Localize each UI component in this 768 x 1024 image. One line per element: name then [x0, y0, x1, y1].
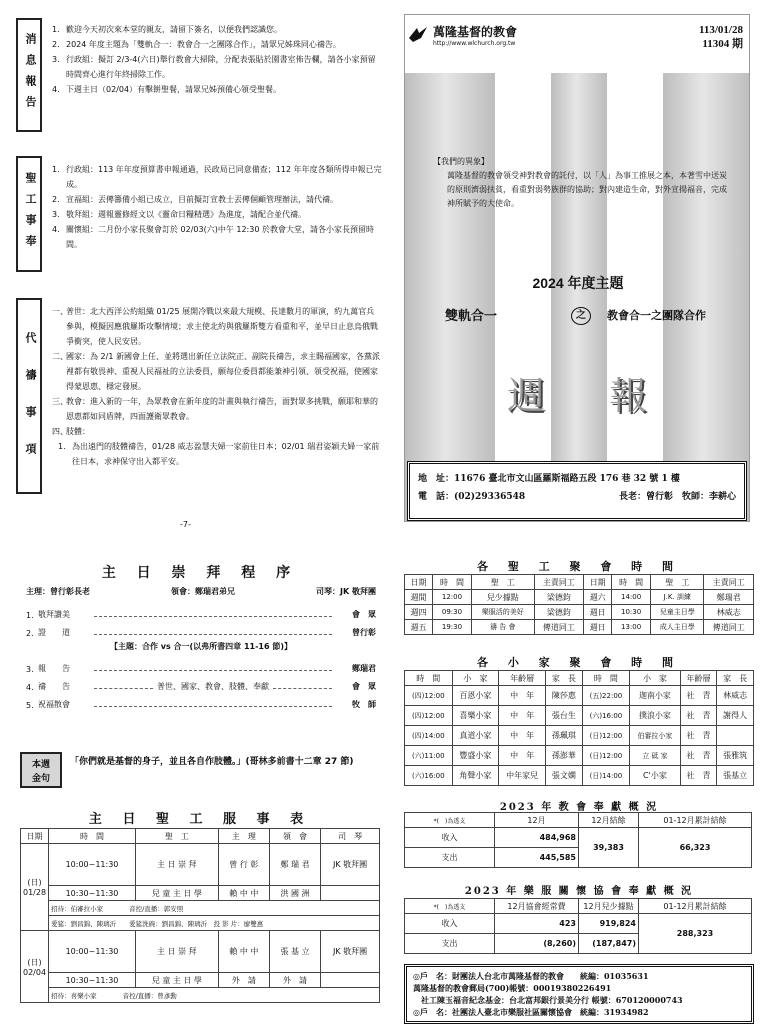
- small_groups-cell: 立 砥 家: [630, 746, 681, 766]
- ministry-item-text: 行政組：113 年年度預算書申報通過，民政局已同意備查；112 年年度各類所得申報已完成。: [66, 165, 382, 189]
- cf-cumulative: 66,323: [639, 828, 752, 868]
- address: 11676 臺北市文山區羅斯福路五段 176 巷 32 號 1 樓: [454, 474, 680, 484]
- ministry_schedule-header-cell: 時 間: [612, 575, 651, 590]
- announcements-tab-label: 消息報告: [24, 33, 37, 117]
- prayer-list: [52, 304, 382, 469]
- small-groups-table: [404, 670, 754, 786]
- service-cell: 10:00~11:30: [49, 844, 136, 886]
- worship-item-person: 會 眾: [352, 610, 376, 619]
- vision-box: [433, 155, 733, 211]
- service-row: [21, 973, 380, 988]
- small_groups-header-cell: 小 家: [630, 671, 681, 686]
- service-cell: 主 日 崇 拜: [135, 931, 218, 973]
- announcements-item-number: 1.: [52, 25, 60, 34]
- small_groups-cell: 林威志: [717, 686, 754, 706]
- pastors: 長老：曾行彰 牧師：李耕心: [618, 492, 736, 502]
- service-cell: 10:00~11:30: [49, 931, 136, 973]
- small_groups-cell: 迦南小家: [630, 686, 681, 706]
- ministry_schedule-header-cell: 日期: [584, 575, 612, 590]
- ministry-item-text: 關懷組：二月份小家長聚會訂於 02/03(六)中午 12:30 於教會大堂，請各小家長預留時間。: [66, 225, 374, 249]
- worship-title: 主 日 崇 拜 程 序: [101, 565, 299, 581]
- small_groups-cell: 喜樂小家: [452, 706, 499, 726]
- announcements-item-number: 2.: [52, 40, 60, 49]
- worship-item-person: 會 眾: [352, 682, 376, 691]
- leader-dots: [94, 634, 332, 635]
- small_groups-cell: 百恩小家: [452, 686, 499, 706]
- leader-dots: [94, 616, 332, 617]
- small_groups-cell: 豐盛小家: [452, 746, 499, 766]
- ministry-item-number: 4.: [52, 225, 60, 234]
- prayer-item: [52, 439, 382, 469]
- service-cell: 洪 國 洲: [269, 886, 320, 901]
- service-row: [21, 844, 380, 886]
- worship-item-name: 證 道: [38, 628, 70, 637]
- announcements-tab: [16, 18, 42, 132]
- announcements-item-text: 行政組：擬訂 2/3-4(六日)舉行教會大掃除，分配表張貼於園書室佈告欄，請各小家預留時間齊心進行年終掃除工作。: [66, 55, 376, 79]
- prayer-item-number: 三、: [52, 397, 68, 406]
- announcements-item: [52, 22, 382, 37]
- announcements-item-text: 歡迎今天初次來本堂的親友，請留下簽名，以便我們認識您。: [66, 25, 282, 34]
- prayer-item-number: 二、: [52, 352, 68, 361]
- worship-item-name: 敬拜讚美: [38, 610, 70, 619]
- service-note: 招待：伯審拉小家 音控/直播：郭安照: [49, 901, 380, 916]
- ministry_schedule-header-cell: 主責同工: [534, 575, 583, 590]
- ministry_schedule-cell: 成人主日學: [651, 620, 704, 635]
- leader-dots: [273, 688, 332, 689]
- ministry_schedule-cell: 14:00: [612, 590, 651, 605]
- ministry_schedule-cell: 10:30: [612, 605, 651, 620]
- caf-income-fee: 423: [495, 914, 579, 934]
- service-header-cell: 聖 工: [135, 829, 218, 844]
- service-cell: 外 請: [218, 973, 269, 988]
- worship-order-item: [26, 620, 376, 638]
- care-finance-table: [404, 898, 752, 954]
- service-cell: 曾 行 彰: [218, 844, 269, 886]
- worship-leader: 領會：鄭瑞君弟兄: [171, 587, 236, 596]
- prayer-tab-label: 代禱事項: [24, 332, 37, 480]
- cf-h3: 01-12月累計結餘: [639, 813, 752, 828]
- ministry-item-number: 1.: [52, 165, 60, 174]
- verse-label: 本週金句: [20, 752, 62, 788]
- ministry_schedule-header-cell: 聖 工: [471, 575, 534, 590]
- ministry_schedule-header-cell: 主責同工: [704, 575, 754, 590]
- small_groups-cell: 中 年: [499, 706, 546, 726]
- small_groups-row: [405, 706, 754, 726]
- announcements-item: [52, 82, 382, 97]
- worship-item-number: 2.: [26, 629, 34, 638]
- service-cell: [321, 973, 380, 988]
- account-line: ◎戶 名：社團法人臺北市樂服社區關懷協會 統編：31934982: [413, 1007, 649, 1017]
- small_groups-header-cell: 時 間: [405, 671, 453, 686]
- service-header-cell: 領 會: [269, 829, 320, 844]
- small_groups-cell: (六)16:00: [582, 706, 630, 726]
- account-line: 社工陳玉福音紀念基金：台北富邦銀行景美分行 帳號：670120000743: [413, 995, 683, 1005]
- announcements-item-text: 下週主日（02/04）有擊餅聖餐，請眾兄姊預備心領受聖餐。: [66, 85, 282, 94]
- ministry-item-number: 3.: [52, 210, 60, 219]
- caf-expense-fee: (8,260): [495, 934, 579, 954]
- ministry_schedule-cell: 禱 告 會: [471, 620, 534, 635]
- ministry_schedule-cell: 梁德鈞: [534, 590, 583, 605]
- church-finance-table: [404, 812, 752, 868]
- service-cell: 主 日 崇 拜: [135, 844, 218, 886]
- small_groups-cell: 真道小家: [452, 726, 499, 746]
- worship-item-number: 3.: [26, 665, 34, 674]
- service-note: 招待：喜樂小家 音控/直播：曾彥勳: [49, 988, 380, 1003]
- small_groups-cell: 社 青: [680, 726, 717, 746]
- worship-order-item: [26, 602, 376, 620]
- service-cell: 張 基 立: [269, 931, 320, 973]
- ministry_schedule-cell: 週四: [405, 605, 433, 620]
- leader-dots: [94, 670, 332, 671]
- leader-dots: [94, 688, 153, 689]
- cf-income-value: 484,968: [495, 828, 579, 848]
- church-logo: [407, 23, 517, 47]
- theme-mid: 之: [571, 307, 591, 325]
- small_groups-cell: 中 年: [499, 726, 546, 746]
- ministry_schedule-header-cell: 聖 工: [651, 575, 704, 590]
- caf-income-youth: 919,824: [579, 914, 639, 934]
- small_groups-cell: (四)12:00: [405, 686, 453, 706]
- address-label: 地 址：: [418, 474, 455, 484]
- announcements-item-text: 2024 年度主題為「雙軌合一：教會合一之團隊合作」，請眾兄姊珠同心禱告。: [66, 40, 341, 49]
- announcements-item-number: 4.: [52, 85, 60, 94]
- service-cell: JK 敬拜團: [321, 844, 380, 886]
- prayer-item-number: 四、: [52, 427, 68, 436]
- ministry_schedule-cell: 週六: [584, 590, 612, 605]
- service-row: [21, 886, 380, 901]
- ministry_schedule-cell: 19:30: [433, 620, 472, 635]
- small_groups-row: [405, 726, 754, 746]
- ministry-item: [52, 222, 382, 252]
- small_groups-cell: (日)12:00: [582, 746, 630, 766]
- service-header-row: [21, 829, 380, 844]
- ministry_schedule-cell: 週間: [405, 590, 433, 605]
- worship-order-item: [26, 656, 376, 674]
- small_groups-cell: 張文嫻: [546, 766, 583, 786]
- ministry_schedule-cell: 樂服活的美好: [471, 605, 534, 620]
- small_groups-cell: 角聲小家: [452, 766, 499, 786]
- worship-item-number: 4.: [26, 683, 34, 692]
- theme-left: 雙軌合一: [445, 309, 498, 324]
- prayer-item-text: 國家：為 2/1 新國會上任、並將選出新任立法院正、副院長禱告，求主賜福國家，各黨派裡都有敬畏神、重視人民福祉的立法委員，願每位委員都能兼神引領、領受祝福，使國家得蒙恩惠、穩定發展。: [66, 352, 380, 391]
- small_groups-cell: (五)22:00: [582, 686, 630, 706]
- small-groups-title: 各 小 家 聚 會 時 間: [477, 656, 681, 669]
- announcements-list: [52, 22, 382, 97]
- ministry_schedule-cell: 鄭瑞君: [704, 590, 754, 605]
- service-cell: 10:30~11:30: [49, 886, 136, 901]
- small_groups-cell: (日)12:00: [582, 726, 630, 746]
- service-header-cell: 主 理: [218, 829, 269, 844]
- small_groups-cell: 孫澎華: [546, 746, 583, 766]
- ministry-item: [52, 192, 382, 207]
- small_groups-row: [405, 746, 754, 766]
- worship-host: 主理：曾行彰長老: [26, 587, 90, 596]
- ministry_schedule-cell: 兒少據點: [471, 590, 534, 605]
- small_groups-cell: 孫珮琪: [546, 726, 583, 746]
- sermon-topic: 【主題：合作 vs 合一(以弗所書四章 11-16 節)】: [109, 642, 292, 651]
- theme-title: 2024 年度主題: [532, 275, 624, 291]
- prayer-item-text: 肢體：: [66, 427, 90, 436]
- ministry_schedule-cell: 週五: [405, 620, 433, 635]
- small_groups-cell: [717, 726, 754, 746]
- ministry_schedule-header-cell: 時 間: [433, 575, 472, 590]
- ministry_schedule-row: [405, 590, 754, 605]
- phone: (02)29336548: [454, 492, 526, 502]
- caf-h3: 01-12月累計結餘: [639, 899, 752, 914]
- small_groups-header-cell: 家 長: [546, 671, 583, 686]
- worship-item-person: 牧 師: [352, 700, 376, 709]
- cf-expense-value: 445,585: [495, 848, 579, 868]
- service-cell: 賴 中 中: [218, 931, 269, 973]
- caf-cumulative: 288,323: [639, 914, 752, 954]
- prayer-item-text: 教會：進入新的一年，為眾教會在新年度的計畫與執行禱告，面對眾多挑戰，願耶和華的恩惠都如同盾牌，四面護衛眾教會。: [66, 397, 378, 421]
- worship-order-list: [26, 602, 376, 710]
- ministry_schedule-row: [405, 605, 754, 620]
- accounts-box: [404, 964, 754, 1024]
- service-note: 愛筵：劉昌錦、陳璃沂 愛筵洗碗：劉昌錦、陳璃沂 投 影 片：廖雙惠: [49, 916, 380, 931]
- worship-item-person: 曾行彰: [352, 628, 376, 637]
- page-number: -7-: [180, 520, 191, 529]
- small_groups-cell: (四)14:00: [405, 726, 453, 746]
- small_groups-cell: C'小家: [630, 766, 681, 786]
- cf-income-label: 收入: [405, 828, 495, 848]
- prayer-item: [52, 349, 382, 394]
- prayer-item-number: 1.: [58, 442, 66, 451]
- church-website: http://www.wlchurch.org.tw: [433, 40, 516, 47]
- service-note-row: [21, 901, 380, 916]
- ministry_schedule-cell: J.K. 訓練: [651, 590, 704, 605]
- ministry_schedule-cell: 週日: [584, 605, 612, 620]
- verse-text: 「你們就是基督的身子，並且各自作肢體。」(哥林多前書十二章 27 節): [70, 757, 354, 767]
- worship-order-item: [26, 674, 376, 692]
- ministry_schedule-cell: 梁德鈞: [534, 605, 583, 620]
- small_groups-header-cell: 時 間: [582, 671, 630, 686]
- service-header-cell: 司 琴: [321, 829, 380, 844]
- small_groups-cell: (日)14:00: [582, 766, 630, 786]
- worship-order-item: [26, 692, 376, 710]
- bulletin-issue: 11304 期: [702, 38, 743, 50]
- ministry-item: [52, 162, 382, 192]
- small_groups-header-row: [405, 671, 754, 686]
- account-line: 萬隆基督的教會郵局(700)帳號：00019380226491: [413, 983, 612, 993]
- dove-icon: [407, 24, 429, 46]
- worship-item-number: 1.: [26, 611, 34, 620]
- worship-item-person: 鄭瑞君: [352, 664, 376, 673]
- vision-title: 【我們的異象】: [433, 157, 489, 166]
- church-finance-title: 2023 年 教 會 奉 獻 概 況: [499, 802, 659, 813]
- service-date: (日) 02/04: [21, 931, 49, 1003]
- vision-text: 萬隆基督的教會領受神對教會的託付，以「人」為事工推展之本，本著雪中送炭的原則濟弱扶貧，看重對弱勢族群的協助；對內建造生命，對外宣揚福音，完成神所賦予的大使命。: [447, 171, 727, 208]
- ministry-tab-label: 聖工事奉: [24, 172, 37, 256]
- cf-h1: 12月: [495, 813, 579, 828]
- small_groups-cell: 社 青: [680, 746, 717, 766]
- small_groups-cell: (六)11:00: [405, 746, 453, 766]
- cf-expense-label: 支出: [405, 848, 495, 868]
- church-name: 萬隆基督的教會: [433, 25, 518, 39]
- phone-label: 電 話：: [418, 492, 455, 502]
- small_groups-cell: 張雅筑: [717, 746, 754, 766]
- cover-panel: [404, 14, 750, 522]
- service-note-row: [21, 916, 380, 931]
- small_groups-cell: 社 青: [680, 706, 717, 726]
- announcements-item-number: 3.: [52, 55, 60, 64]
- ministry-item-number: 2.: [52, 195, 60, 204]
- service-cell: 賴 中 中: [218, 886, 269, 901]
- small_groups-cell: 謝得人: [717, 706, 754, 726]
- worship-organist: 司琴：JK 敬拜團: [316, 587, 376, 596]
- worship-item-name: 報 告: [38, 664, 70, 673]
- ministry_schedule-header-row: [405, 575, 754, 590]
- worship-item-number: 5.: [26, 701, 34, 710]
- worship-item-name: 禱 告: [38, 682, 70, 691]
- small_groups-row: [405, 766, 754, 786]
- caf-income-label: 收入: [405, 914, 495, 934]
- prayer-item-text: 普世：北大西洋公約組織 01/25 展開冷戰以來最大規模、長達數月的軍演，約九萬官兵參與，模擬因應俄羅斯攻擊情境；求主使北約與俄羅斯雙方看重和平，並早日止息烏俄戰爭衝突，使人民安居。: [66, 307, 378, 346]
- caf-expense-youth: (187,847): [579, 934, 639, 954]
- ministry_schedule-row: [405, 620, 754, 635]
- small_groups-cell: 陳莎惠: [546, 686, 583, 706]
- prayer-item-number: 一、: [52, 307, 68, 316]
- ministry_schedule-cell: 12:00: [433, 590, 472, 605]
- prayer-item: [52, 304, 382, 349]
- small_groups-row: [405, 686, 754, 706]
- caf-h1: 12月協會經常費: [495, 899, 579, 914]
- caf-expense-label: 支出: [405, 934, 495, 954]
- ministry_schedule-cell: 兒童主日學: [651, 605, 704, 620]
- service-header-cell: 日期: [21, 829, 49, 844]
- small_groups-header-cell: 年齡層: [680, 671, 717, 686]
- prayer-tab: [16, 298, 42, 494]
- service-cell: 外 請: [269, 973, 320, 988]
- service-note-row: [21, 988, 380, 1003]
- prayer-item-text: 為出遠門的肢體禱告，01/28 威志盈慧夫婦一家前往日本；02/01 瑞君姿穎夫婦一家前往日本，求神保守出入都平安。: [72, 442, 380, 466]
- small_groups-cell: (六)16:00: [405, 766, 453, 786]
- ministry_schedule-cell: 13:00: [612, 620, 651, 635]
- ministry-tab: [16, 156, 42, 272]
- small_groups-cell: 社 青: [680, 766, 717, 786]
- bulletin-date: 113/01/28: [698, 24, 743, 36]
- ministry_schedule-cell: 09:30: [433, 605, 472, 620]
- ministry-schedule-title: 各 聖 工 聚 會 時 間: [477, 560, 681, 573]
- service-title: 主 日 聖 工 服 事 表: [88, 812, 312, 827]
- small_groups-cell: 中 年: [499, 746, 546, 766]
- contact-box: [407, 461, 747, 521]
- service-header-cell: 時 間: [49, 829, 136, 844]
- service-date: (日) 01/28: [21, 844, 49, 931]
- cf-h2: 12月結餘: [579, 813, 639, 828]
- worship-item-detail: 普世、國家、教會、肢體、奉獻: [157, 682, 269, 691]
- prayer-item: [52, 424, 382, 439]
- small_groups-header-cell: 小 家: [452, 671, 499, 686]
- ministry_schedule-cell: 林威志: [704, 605, 754, 620]
- leader-dots: [94, 706, 332, 707]
- small_groups-header-cell: 年齡層: [499, 671, 546, 686]
- cf-balance: 39,383: [579, 828, 639, 868]
- service-cell: 鄭 瑞 君: [269, 844, 320, 886]
- account-line: ◎戶 名：財團法人台北市萬隆基督的教會 統編：01035631: [413, 971, 649, 981]
- theme-right: 教會合一之團隊合作: [607, 309, 706, 322]
- care-finance-title: 2023 年 樂 服 關 懷 協 會 奉 獻 概 況: [464, 886, 694, 897]
- small_groups-cell: 中 年: [499, 686, 546, 706]
- caf-h2: 12月兒少據點: [579, 899, 639, 914]
- small_groups-cell: 撲浪小家: [630, 706, 681, 726]
- small_groups-cell: 社 青: [680, 686, 717, 706]
- ministry-schedule-table: [404, 574, 754, 635]
- small_groups-cell: (四)12:00: [405, 706, 453, 726]
- ministry-list: [52, 162, 382, 252]
- service-cell: 兒 童 主 日 學: [135, 886, 218, 901]
- announcements-item: [52, 52, 382, 82]
- ministry_schedule-cell: 傳道同工: [704, 620, 754, 635]
- small_groups-cell: 張台生: [546, 706, 583, 726]
- small_groups-cell: 張基立: [717, 766, 754, 786]
- prayer-item: [52, 394, 382, 424]
- ministry-item-text: 宣福組：丟傳籌備小組已成立，目前擬訂宣教士丟傳個顧管理辦法，請代禱。: [66, 195, 338, 204]
- small_groups-cell: 中年家兒: [499, 766, 546, 786]
- ministry_schedule-cell: 週日: [584, 620, 612, 635]
- ministry-item-text: 敬拜組：週報靈修經文以《靈命日糧精選》為進度，請配合並代禱。: [66, 210, 306, 219]
- ministry_schedule-header-cell: 日期: [405, 575, 433, 590]
- ministry_schedule-cell: 傳道同工: [534, 620, 583, 635]
- service-cell: 10:30~11:30: [49, 973, 136, 988]
- small_groups-header-cell: 家 長: [717, 671, 754, 686]
- ministry-item: [52, 207, 382, 222]
- small_groups-cell: 伯審拉小家: [630, 726, 681, 746]
- worship-item-name: 祝福散會: [38, 700, 70, 709]
- service-cell: 兒 童 主 日 學: [135, 973, 218, 988]
- bulletin-title: 週 報: [507, 374, 674, 418]
- service-table: [20, 828, 380, 1003]
- service-cell: JK 敬拜團: [321, 931, 380, 973]
- service-row: [21, 931, 380, 973]
- announcements-item: [52, 37, 382, 52]
- service-cell: [321, 886, 380, 901]
- caf-h0: *( )為透支: [405, 899, 495, 914]
- cf-h0: *( )為透支: [405, 813, 495, 828]
